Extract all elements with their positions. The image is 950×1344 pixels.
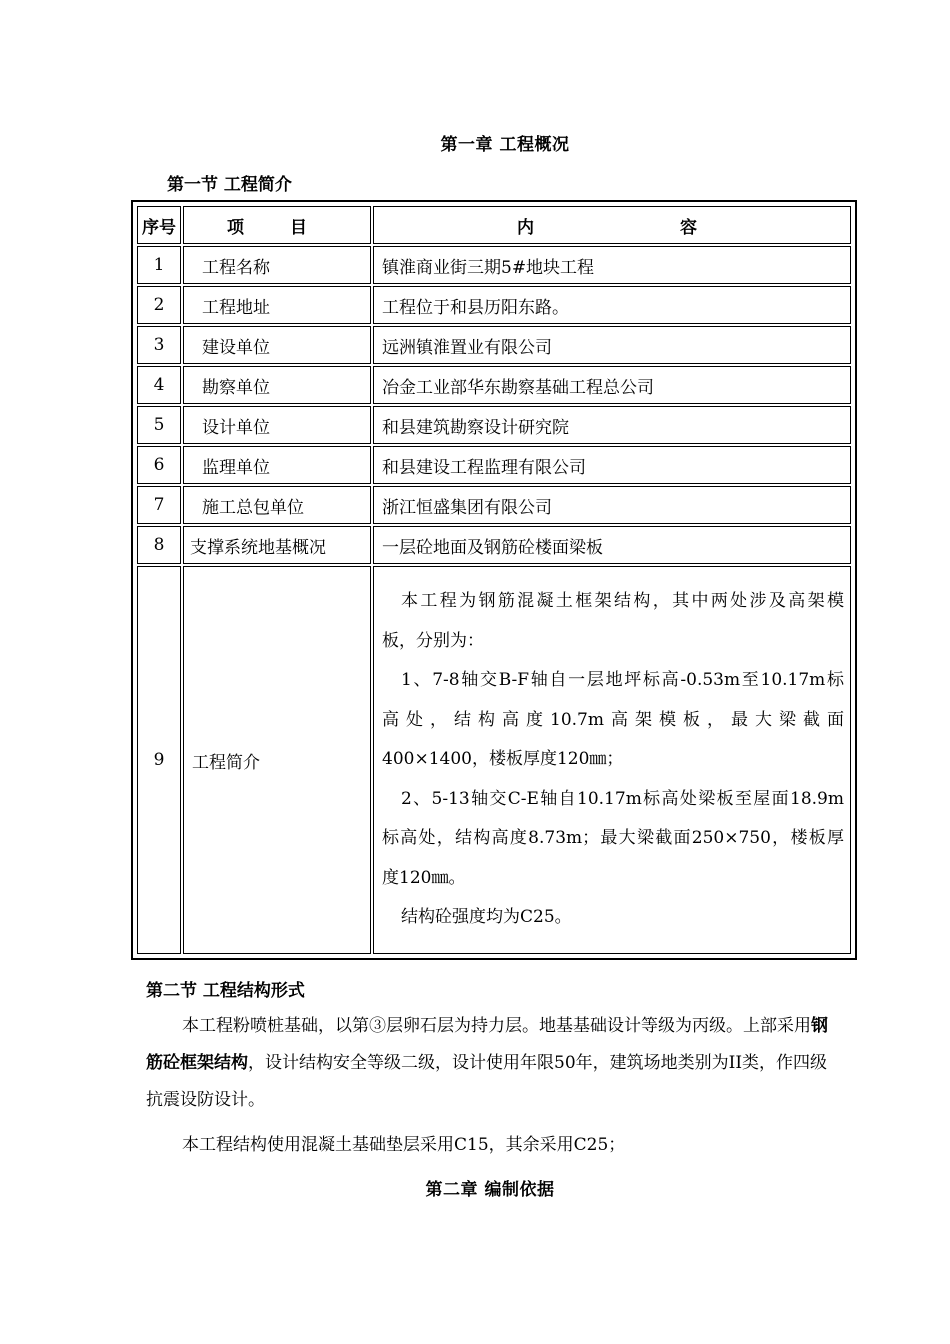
row-content: 一层砼地面及钢筋砼楼面梁板 bbox=[373, 526, 851, 564]
row-item: 设计单位 bbox=[183, 406, 371, 444]
overview-line: 本工程为钢筋混凝土框架结构，其中两处涉及高架模 bbox=[401, 591, 844, 612]
row-num: 7 bbox=[137, 486, 181, 524]
overview-table bbox=[131, 200, 857, 960]
paragraph-text: ，设计结构安全等级二级，设计使用年限50年，建筑场地类别为II类，作四级抗震设防设计。 bbox=[146, 1053, 828, 1110]
row-num: 1 bbox=[137, 246, 181, 284]
row-num: 2 bbox=[137, 286, 181, 324]
row-item: 工程地址 bbox=[183, 286, 371, 324]
overview-line: 高处，结构高度10.7m高架模板，最大梁截面 bbox=[382, 709, 844, 730]
row-item: 工程简介 bbox=[183, 566, 371, 954]
table-header-row bbox=[137, 206, 851, 244]
row-content: 和县建设工程监理有限公司 bbox=[373, 446, 851, 484]
project-overview-cell bbox=[373, 566, 851, 954]
chapter-1-title: 第一章 工程概况 bbox=[440, 135, 570, 155]
row-item: 监理单位 bbox=[183, 446, 371, 484]
row-item: 施工总包单位 bbox=[183, 486, 371, 524]
row-num: 3 bbox=[137, 326, 181, 364]
row-num: 9 bbox=[137, 566, 181, 954]
row-item: 建设单位 bbox=[183, 326, 371, 364]
row-num: 5 bbox=[137, 406, 181, 444]
overview-line: 2、5-13轴交C-E轴自10.17m标高处梁板至屋面18.9m bbox=[401, 788, 844, 809]
row-content: 镇淮商业街三期5#地块工程 bbox=[373, 246, 851, 284]
table-row bbox=[137, 246, 851, 284]
table-row bbox=[137, 366, 851, 404]
header-num: 序号 bbox=[137, 206, 181, 244]
overview-line: 标高处，结构高度8.73m；最大梁截面250×750，楼板厚 bbox=[382, 828, 844, 849]
table-row bbox=[137, 526, 851, 564]
header-content: 内 容 bbox=[373, 206, 851, 244]
overview-line: 板，分别为： bbox=[382, 630, 484, 651]
concrete-paragraph: 本工程结构使用混凝土基础垫层采用C15，其余采用C25； bbox=[182, 1135, 626, 1155]
section-1-title: 第一节 工程简介 bbox=[167, 175, 292, 195]
row-content: 远洲镇淮置业有限公司 bbox=[373, 326, 851, 364]
row-item: 支撑系统地基概况 bbox=[183, 526, 371, 564]
row-content: 和县建筑勘察设计研究院 bbox=[373, 406, 851, 444]
table-row bbox=[137, 286, 851, 324]
table-row bbox=[137, 406, 851, 444]
structure-paragraph bbox=[146, 1008, 838, 1119]
overview-line: 度120㎜。 bbox=[382, 867, 466, 888]
bold-text: 钢筋砼框架结构 bbox=[146, 1016, 828, 1073]
table-row bbox=[137, 566, 851, 954]
chapter-2-title: 第二章 编制依据 bbox=[425, 1180, 555, 1200]
row-num: 6 bbox=[137, 446, 181, 484]
overview-line: 结构砼强度均为C25。 bbox=[401, 907, 572, 928]
header-item: 项 目 bbox=[183, 206, 371, 244]
overview-line: 1、7-8轴交B-F轴自一层地坪标高-0.53m至10.17m标 bbox=[401, 670, 844, 691]
overview-line: 400×1400，楼板厚度120㎜； bbox=[382, 749, 624, 770]
table-row bbox=[137, 486, 851, 524]
row-content: 工程位于和县历阳东路。 bbox=[373, 286, 851, 324]
table-row bbox=[137, 326, 851, 364]
row-item: 工程名称 bbox=[183, 246, 371, 284]
row-num: 4 bbox=[137, 366, 181, 404]
row-item: 勘察单位 bbox=[183, 366, 371, 404]
paragraph-text: 本工程粉喷桩基础，以第③层卵石层为持力层。地基基础设计等级为丙级。上部采用 bbox=[182, 1016, 811, 1036]
table-row bbox=[137, 446, 851, 484]
section-2-title: 第二节 工程结构形式 bbox=[146, 981, 305, 1001]
row-content: 冶金工业部华东勘察基础工程总公司 bbox=[373, 366, 851, 404]
row-num: 8 bbox=[137, 526, 181, 564]
row-content: 浙江恒盛集团有限公司 bbox=[373, 486, 851, 524]
